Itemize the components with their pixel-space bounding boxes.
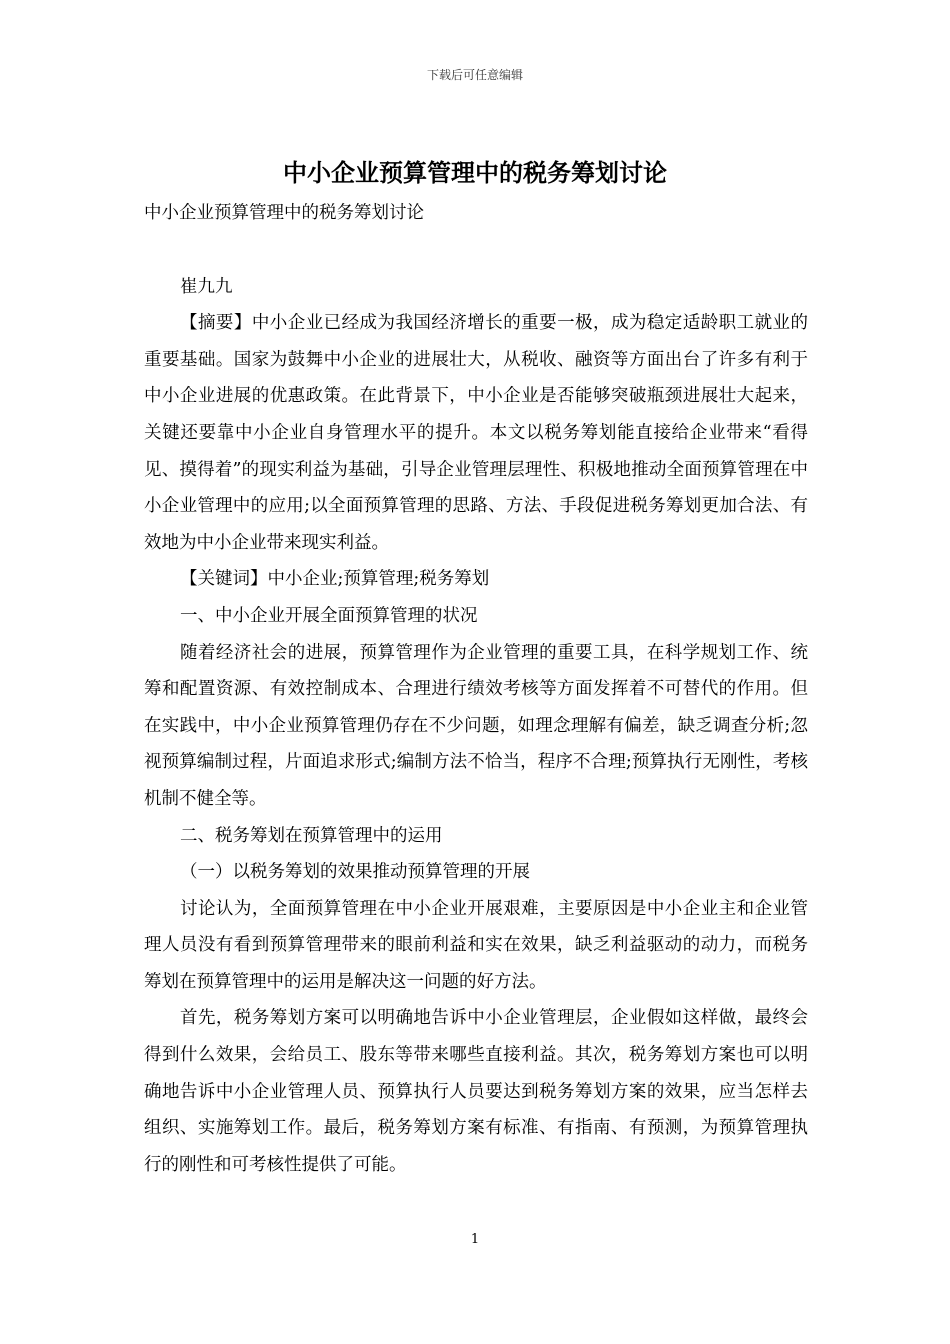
subtitle-line: 中小企业预算管理中的税务筹划讨论	[144, 203, 424, 223]
header-note: 下载后可任意编辑	[426, 68, 523, 82]
section-2-heading: 二、税务筹划在预算管理中的运用	[180, 825, 443, 846]
section-1-paragraph: 随着经济社会的进展，预算管理作为企业管理的重要工具，在科学规划工作、统筹和配置资源、有效控制成本、合理进行绩效考核等方面发挥着不可替代的作用。但在实践中，中小企业预算管理仍存在不少问题，如理念理解有偏差，缺乏调查分析;忽视预算编制过程，片面追求形式;编制方法不恰当，程序不合理;预算执行无刚性，考核机制不健全等。	[144, 642, 808, 809]
section-1-heading: 一、中小企业开展全面预算管理的状况	[180, 605, 478, 626]
abstract-paragraph: 【摘要】中小企业已经成为我国经济增长的重要一极，成为稳定适龄职工就业的重要基础。国家为鼓舞中小企业的进展壮大，从税收、融资等方面出台了许多有利于中小企业进展的优惠政策。在此背景下，中小企业是否能够突破瓶颈进展壮大起来，关键还要靠中小企业自身管理水平的提升。本文以税务筹划能直接给企业带来“看得见、摸得着”的现实利益为基础，引导企业管理层理性、积极地推动全面预算管理在中小企业管理中的应用;以全面预算管理的思路、方法、手段促进税务筹划更加合法、有效地为中小企业带来现实利益。	[144, 313, 808, 553]
first-point-paragraph: 首先，税务筹划方案可以明确地告诉中小企业管理层，企业假如这样做，最终会得到什么效果，会给员工、股东等带来哪些直接利益。其次，税务筹划方案也可以明确地告诉中小企业管理人员、预算执行人员要达到税务筹划方案的效果，应当怎样去组织、实施筹划工作。最后，税务筹划方案有标准、有指南、有预测，为预算管理执行的刚性和可考核性提供了可能。	[144, 1008, 808, 1175]
author-name: 崔九九	[180, 276, 233, 297]
page-number: 1	[470, 1232, 480, 1247]
subsection-1-heading: （一）以税务筹划的效果推动预算管理的开展	[180, 862, 530, 883]
keywords-line: 【关键词】中小企业;预算管理;税务筹划	[180, 569, 490, 590]
discussion-paragraph: 讨论认为，全面预算管理在中小企业开展艰难，主要原因是中小企业主和企业管理人员没有看到预算管理带来的眼前利益和实在效果，缺乏利益驱动的动力，而税务筹划在预算管理中的运用是解决这一问题的好方法。	[144, 898, 808, 992]
document-title: 中小企业预算管理中的税务筹划讨论	[283, 159, 667, 187]
blank-line	[144, 232, 808, 269]
document-body	[144, 195, 808, 1183]
